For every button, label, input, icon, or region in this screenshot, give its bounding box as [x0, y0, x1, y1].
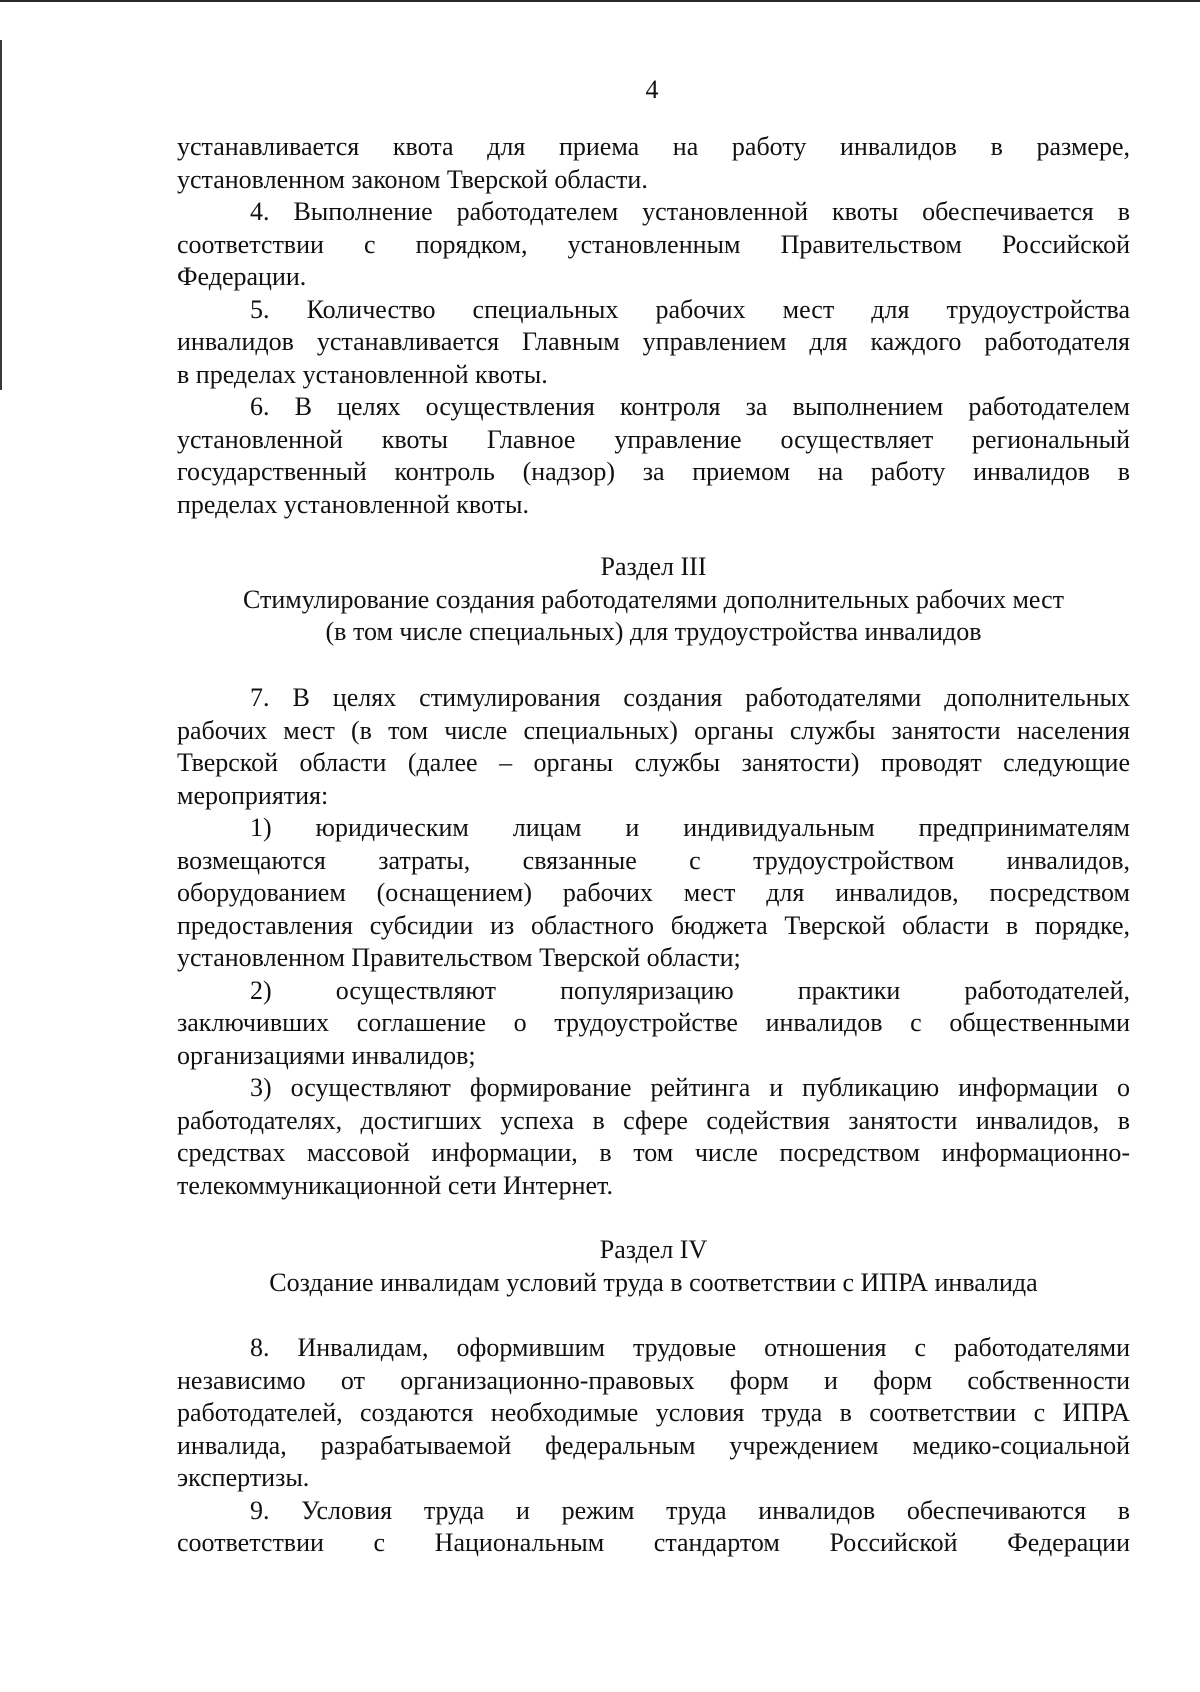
text-line: возмещаются затраты, связанные с трудоустройством инвалидов,: [177, 845, 1130, 875]
text-line: установленной квоты Главное управление осуществляет региональный: [177, 424, 1130, 454]
text-line: 4. Выполнение работодателем установленной квоты обеспечивается в: [250, 197, 1130, 226]
text-line: средствах массовой информации, в том числе посредством информационно-: [177, 1138, 1130, 1167]
text-line: предоставления субсидии из областного бюджета Тверской области в порядке,: [177, 910, 1130, 940]
text-line: установленном законом Тверской области.: [177, 164, 648, 194]
text-line: 5. Количество специальных рабочих мест для трудоустройства: [250, 294, 1130, 324]
text-line: инвалида, разрабатываемой федеральным учреждением медико-социальной: [177, 1430, 1130, 1460]
text-line: в пределах установленной квоты.: [177, 359, 548, 389]
text-line: 8. Инвалидам, оформившим трудовые отношения с работодателями: [250, 1333, 1130, 1362]
text-line: 3) осуществляют формирование рейтинга и публикацию информации о: [250, 1073, 1130, 1102]
text-line: работодателях, достигших успеха в сфере содействия занятости инвалидов, в: [177, 1105, 1130, 1135]
scan-top-edge: [0, 0, 1200, 2]
text-line: 9. Условия труда и режим труда инвалидов обеспечиваются в: [250, 1495, 1130, 1525]
text-line: организациями инвалидов;: [177, 1040, 476, 1070]
section-label: Раздел III: [600, 552, 707, 581]
body-block-2: [177, 682, 1130, 1202]
text-line: 6. В целях осуществления контроля за выполнением работодателем: [250, 392, 1130, 421]
text-line: Федерации.: [177, 262, 307, 291]
text-line: соответствии с Национальным стандартом Российской Федерации: [177, 1528, 1130, 1557]
text-line: 1) юридическим лицам и индивидуальным предпринимателям: [250, 813, 1130, 842]
text-line: оборудованием (оснащением) рабочих мест для инвалидов, посредством: [177, 878, 1130, 907]
text-line: 7. В целях стимулирования создания работодателями дополнительных: [250, 683, 1130, 712]
text-line: работодателей, создаются необходимые условия труда в соответствии с ИПРА: [177, 1398, 1130, 1427]
section-3-heading: [177, 551, 1130, 649]
text-line: рабочих мест (в том числе специальных) органы службы занятости населения: [177, 715, 1130, 745]
text-line: Тверской области (далее – органы службы занятости) проводят следующие: [177, 748, 1130, 777]
text-line: соответствии с порядком, установленным Правительством Российской: [177, 229, 1130, 259]
section-label: Раздел IV: [599, 1235, 708, 1264]
section-title: (в том числе специальных) для трудоустройства инвалидов: [325, 617, 982, 646]
body-block-1: [177, 131, 1130, 521]
text-line: государственный контроль (надзор) за приемом на работу инвалидов в: [177, 457, 1130, 486]
text-line: 2) осуществляют популяризацию практики работодателей,: [250, 975, 1130, 1005]
text-line: установленном Правительством Тверской области;: [177, 943, 741, 972]
text-line: независимо от организационно-правовых форм и форм собственности: [177, 1365, 1130, 1395]
section-title: Стимулирование создания работодателями дополнительных рабочих мест: [242, 584, 1065, 614]
section-4-heading: [177, 1234, 1130, 1299]
text-line: устанавливается квота для приема на работу инвалидов в размере,: [177, 132, 1130, 161]
section-title: Создание инвалидам условий труда в соответствии с ИПРА инвалида: [269, 1267, 1038, 1297]
text-line: пределах установленной квоты.: [177, 489, 529, 519]
text-line: мероприятия:: [177, 780, 329, 810]
text-line: инвалидов устанавливается Главным управлением для каждого работодателя: [177, 327, 1130, 356]
page-number: 4: [645, 75, 659, 104]
body-block-3: [177, 1332, 1130, 1560]
text-line: заключивших соглашение о трудоустройстве инвалидов с общественными: [177, 1008, 1130, 1037]
text-line: телекоммуникационной сети Интернет.: [177, 1170, 613, 1200]
text-line: экспертизы.: [177, 1463, 310, 1492]
